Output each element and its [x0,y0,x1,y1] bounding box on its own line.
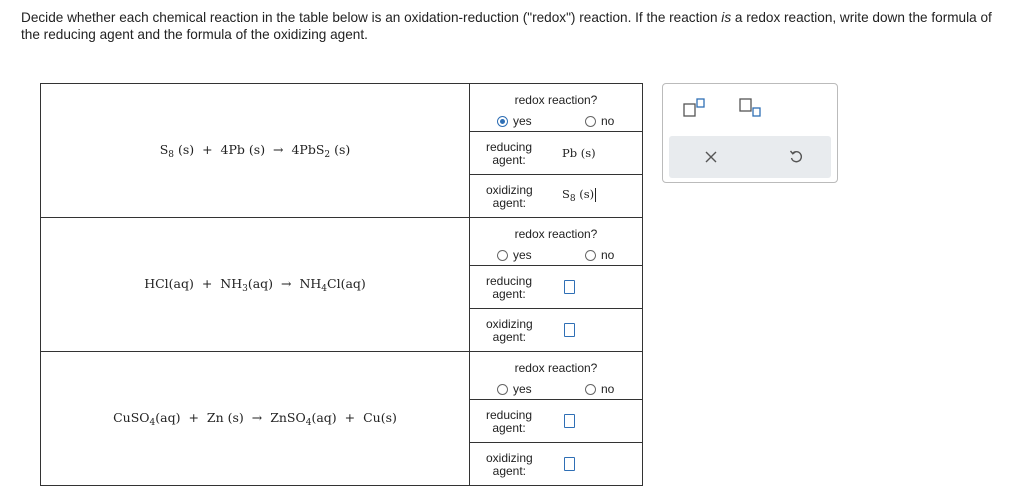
radio-circle-icon [585,116,596,127]
oxidizing-agent-label: oxidizing agent: [486,183,533,210]
subscript-box-icon[interactable] [739,98,763,118]
reducing-agent-input[interactable]: Pb (s) [562,146,596,160]
radio-no[interactable]: no [585,382,614,396]
reaction-equation-2: $HCl(aq) + NH_3(aq) \to NH_4Cl(aq)$ [41,218,470,352]
oxidizing-agent-label: oxidizing agent: [486,451,533,478]
oxidizing-agent-input[interactable] [564,457,575,471]
table-row [41,218,643,352]
radio-no[interactable]: no [585,114,614,128]
reaction-equation-3: CuSO$_4$(aq) + Zn (s) → ZnSO$_4$(aq) + Cu(s) [41,352,470,486]
oxidizing-agent-label: oxidizing agent: [486,317,533,344]
text-cursor [595,188,596,202]
oxidizing-agent-input[interactable] [564,323,575,337]
formula-toolbar [662,83,838,183]
radio-yes[interactable]: yes [497,114,532,128]
reducing-agent-label: reducing agent: [486,140,533,167]
redox-question-label: redox reaction? [514,227,598,241]
redox-question-label: redox reaction? [514,93,598,107]
radio-circle-icon [497,250,508,261]
radio-yes-selected-icon [497,116,508,127]
reducing-agent-label: reducing agent: [486,408,533,435]
reaction-table [40,83,643,486]
superscript-box-icon[interactable] [683,98,707,118]
radio-no[interactable]: no [585,248,614,262]
reducing-agent-label: reducing agent: [486,274,533,301]
undo-icon[interactable] [789,149,803,163]
table-row [41,84,643,218]
reaction-equation-1: $S_8$ (s) + 4Pb (s) → 4PbS$_2$ (s) [41,84,470,218]
close-icon[interactable] [705,151,717,163]
instructions: Decide whether each chemical reaction in the table below is an oxidation-reduction ("redox") reaction. If the reaction is a redox reaction, write down the formula of the reducing agent and the formula of the oxidizing agent. [21,10,992,42]
redox-question-label: redox reaction? [514,361,598,375]
reducing-agent-input[interactable] [564,414,575,428]
table-row [41,352,643,486]
radio-circle-icon [585,384,596,395]
radio-circle-icon [585,250,596,261]
oxidizing-agent-input[interactable]: $S_8$ (s) [562,187,595,204]
radio-yes[interactable]: yes [497,248,532,262]
radio-yes[interactable]: yes [497,382,532,396]
reducing-agent-input[interactable] [564,280,575,294]
radio-circle-icon [497,384,508,395]
